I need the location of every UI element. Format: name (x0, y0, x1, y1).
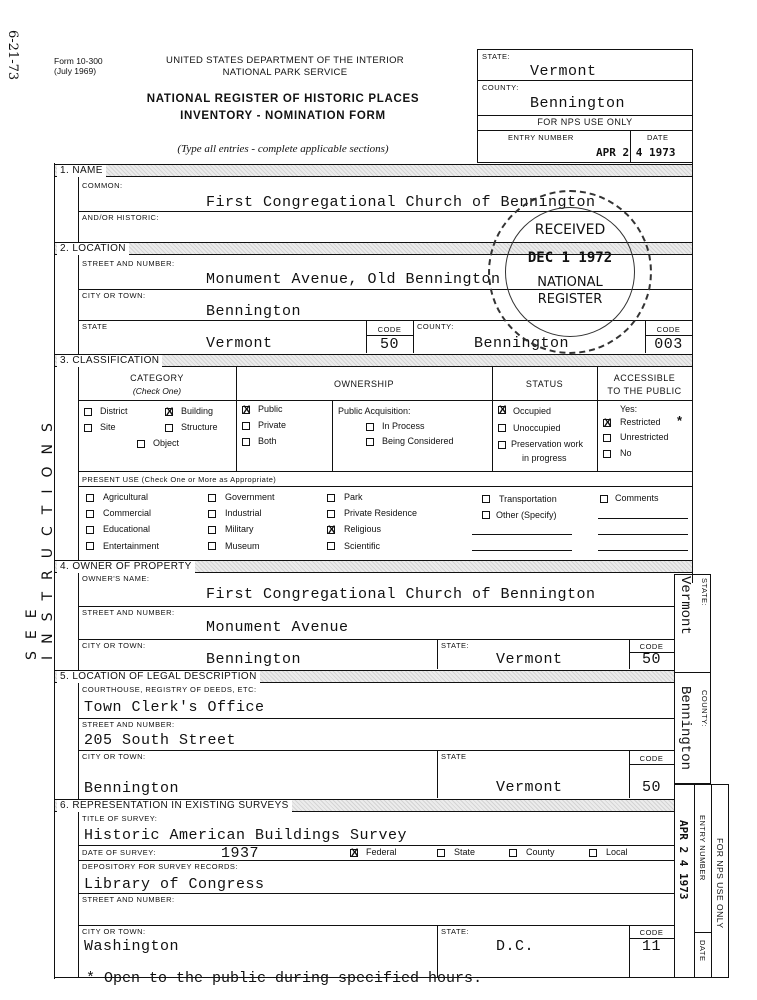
category-subheader: (Check One) (132, 386, 182, 396)
section-4-title: 4. OWNER OF PROPERTY (57, 561, 195, 573)
common-label: COMMON: (82, 181, 123, 190)
depository-state-label: STATE: (441, 927, 470, 936)
legal-street-label: STREET AND NUMBER: (82, 720, 175, 729)
no-label: No (620, 448, 632, 458)
religious-label: Religious (344, 524, 382, 534)
section-5-title: 5. LOCATION OF LEGAL DESCRIPTION (57, 671, 260, 683)
accessible-header-2: TO THE PUBLIC (607, 386, 682, 396)
location-street-value: Monument Avenue, Old Bennington (206, 271, 501, 288)
common-name-value: First Congregational Church of Bennington (206, 194, 596, 211)
owner-state-label: STATE: (441, 641, 470, 650)
owner-name-label: OWNER'S NAME: (82, 574, 150, 583)
restricted-checkbox[interactable]: X (604, 417, 612, 429)
legal-city-value: Bennington (84, 780, 180, 797)
site-checkbox[interactable] (84, 424, 92, 432)
structure-label: Structure (181, 422, 218, 432)
depository-code-label: CODE (639, 928, 664, 937)
location-county-label: COUNTY: (417, 322, 454, 331)
federal-label: Federal (366, 847, 397, 857)
depository-city-value: Washington (84, 938, 180, 955)
owner-state-value: Vermont (496, 651, 563, 668)
county-code-label: CODE (656, 325, 681, 334)
object-label: Object (153, 438, 180, 448)
entry-date-stamp: APR 2 4 1973 (596, 146, 676, 159)
museum-label: Museum (225, 541, 260, 551)
military-label: Military (225, 524, 254, 534)
comments-checkbox[interactable] (600, 495, 608, 503)
entertainment-label: Entertainment (103, 541, 160, 551)
form-date: (July 1969) (54, 66, 97, 76)
location-state-label: STATE (82, 322, 108, 331)
unrestricted-label: Unrestricted (620, 432, 669, 442)
location-code-value: 50 (379, 336, 399, 353)
comments-label: Comments (615, 493, 659, 503)
being-considered-label: Being Considered (382, 436, 454, 446)
county-code-value: 003 (654, 336, 683, 353)
form-number: Form 10-300 (54, 56, 103, 66)
form-subtitle: INVENTORY - NOMINATION FORM (180, 110, 386, 122)
section-1-band (54, 164, 693, 177)
other-checkbox[interactable] (482, 511, 490, 519)
district-label: District (100, 406, 128, 416)
top-state-label: STATE: (482, 52, 511, 61)
military-checkbox[interactable] (208, 526, 216, 534)
stamp-received-text: RECEIVED (534, 222, 606, 238)
other-label: Other (Specify) (496, 510, 557, 520)
location-city-value: Bennington (206, 303, 302, 320)
being-considered-checkbox[interactable] (366, 438, 374, 446)
restricted-asterisk: * (677, 413, 683, 428)
object-checkbox[interactable] (137, 440, 145, 448)
in-process-label: In Process (382, 421, 425, 431)
stamp-date-text: DEC 1 1972 (527, 250, 613, 266)
legal-state-label: STATE (441, 752, 467, 761)
owner-street-value: Monument Avenue (206, 619, 349, 636)
location-county-value: Bennington (474, 335, 570, 352)
district-checkbox[interactable] (84, 408, 92, 416)
religious-checkbox[interactable]: X (328, 524, 336, 536)
government-checkbox[interactable] (208, 494, 216, 502)
owner-code-value: 50 (641, 651, 661, 668)
agricultural-checkbox[interactable] (86, 494, 94, 502)
museum-checkbox[interactable] (208, 542, 216, 550)
depository-state-value: D.C. (496, 938, 535, 955)
legal-code-label: CODE (639, 754, 664, 763)
side-county-value: Bennington (677, 686, 693, 771)
legal-city-label: CITY OR TOWN: (82, 752, 146, 761)
top-county-label: COUNTY: (482, 83, 519, 92)
top-county-value: Bennington (530, 95, 626, 112)
type-instructions: (Type all entries - complete applicable sections) (177, 143, 389, 155)
public-checkbox[interactable]: X (243, 404, 251, 416)
commercial-label: Commercial (103, 508, 152, 518)
location-code-label: CODE (377, 325, 402, 334)
county-survey-checkbox[interactable] (509, 849, 517, 857)
depository-label: DEPOSITORY FOR SURVEY RECORDS: (82, 862, 239, 871)
section-3-band (54, 354, 693, 367)
transportation-label: Transportation (499, 494, 557, 504)
unoccupied-label: Unoccupied (513, 423, 561, 433)
section-6-band (54, 799, 675, 812)
courthouse-label: COURTHOUSE, REGISTRY OF DEEDS, ETC: (82, 685, 257, 694)
depository-value: Library of Congress (84, 876, 265, 893)
legal-street-value: 205 South Street (84, 732, 237, 749)
section-2-title: 2. LOCATION (57, 243, 129, 255)
preservation-label-1: Preservation work (511, 439, 584, 449)
private-label: Private (258, 420, 287, 430)
park-checkbox[interactable] (327, 494, 335, 502)
depository-city-label: CITY OR TOWN: (82, 927, 146, 936)
date-label: DATE (647, 133, 669, 142)
preservation-label-2: in progress (522, 453, 567, 463)
service-name: NATIONAL PARK SERVICE (222, 67, 348, 78)
location-street-label: STREET AND NUMBER: (82, 259, 175, 268)
building-label: Building (181, 406, 214, 416)
survey-date-label: DATE OF SURVEY: (82, 848, 156, 857)
building-checkbox[interactable]: X (166, 406, 174, 418)
industrial-checkbox[interactable] (208, 510, 216, 518)
owner-city-label: CITY OR TOWN: (82, 641, 146, 650)
both-checkbox[interactable] (242, 438, 250, 446)
courthouse-value: Town Clerk's Office (84, 699, 265, 716)
local-survey-label: Local (606, 847, 628, 857)
county-survey-label: County (526, 847, 555, 857)
section-1-title: 1. NAME (57, 165, 106, 177)
form-header (54, 56, 103, 76)
stamp-national-text: NATIONAL (537, 275, 603, 290)
category-header: CATEGORY (130, 373, 184, 383)
site-label: Site (100, 422, 116, 432)
margin-handwritten-date: 6-21-73 (5, 30, 20, 81)
legal-code-value: 50 (641, 779, 661, 796)
accessible-header-1: ACCESSIBLE (613, 373, 676, 383)
private-residence-checkbox[interactable] (327, 510, 335, 518)
depository-code-value: 11 (641, 938, 661, 955)
in-process-checkbox[interactable] (366, 423, 374, 431)
depository-street-label: STREET AND NUMBER: (82, 895, 175, 904)
scientific-checkbox[interactable] (327, 542, 335, 550)
side-entry-number-label: ENTRY NUMBER (698, 815, 707, 881)
educational-label: Educational (103, 524, 151, 534)
preservation-checkbox[interactable] (498, 441, 506, 449)
nps-use-only-label: FOR NPS USE ONLY (537, 117, 633, 127)
park-label: Park (344, 492, 363, 502)
public-acquisition-label: Public Acquisition: (338, 406, 411, 416)
state-survey-checkbox[interactable] (437, 849, 445, 857)
entertainment-checkbox[interactable] (86, 542, 94, 550)
footnote: * Open to the public during specified hours. (86, 970, 483, 987)
unoccupied-checkbox[interactable] (498, 424, 506, 432)
form-title: NATIONAL REGISTER OF HISTORIC PLACES (146, 93, 420, 105)
occupied-checkbox[interactable]: X (499, 404, 507, 416)
transportation-checkbox[interactable] (482, 495, 490, 503)
side-state-value: Vermont (677, 576, 693, 635)
section-5-band (54, 670, 675, 683)
side-entry-date-stamp: APR 2 4 1973 (677, 820, 690, 900)
survey-title-value: Historic American Buildings Survey (84, 827, 408, 844)
public-label: Public (258, 404, 283, 414)
survey-title-label: TITLE OF SURVEY: (82, 814, 158, 823)
historic-label: AND/OR HISTORIC: (82, 213, 160, 222)
status-header: STATUS (525, 379, 564, 389)
educational-checkbox[interactable] (86, 526, 94, 534)
location-state-value: Vermont (206, 335, 273, 352)
survey-date-value: 1937 (221, 845, 260, 862)
section-6-title: 6. REPRESENTATION IN EXISTING SURVEYS (57, 800, 292, 812)
restricted-label: Restricted (620, 417, 661, 427)
state-survey-label: State (454, 847, 476, 857)
stamp-register-text: REGISTER (537, 292, 603, 307)
private-checkbox[interactable] (242, 422, 250, 430)
side-nps-use-label: FOR NPS USE ONLY (715, 838, 725, 929)
no-checkbox[interactable] (603, 450, 611, 458)
industrial-label: Industrial (225, 508, 262, 518)
legal-state-value: Vermont (496, 779, 563, 796)
private-residence-label: Private Residence (344, 508, 418, 518)
department-name: UNITED STATES DEPARTMENT OF THE INTERIOR (166, 55, 404, 66)
structure-checkbox[interactable] (165, 424, 173, 432)
owner-city-value: Bennington (206, 651, 302, 668)
entry-number-label: ENTRY NUMBER (508, 133, 574, 142)
scientific-label: Scientific (344, 541, 381, 551)
government-label: Government (225, 492, 275, 502)
owner-code-label: CODE (639, 642, 664, 651)
side-county-label: COUNTY: (700, 690, 709, 727)
side-date-label: DATE (698, 940, 707, 962)
top-state-value: Vermont (530, 63, 597, 80)
location-city-label: CITY OR TOWN: (82, 291, 146, 300)
owner-name-value: First Congregational Church of Bennington (206, 586, 596, 603)
ownership-header: OWNERSHIP (333, 379, 394, 389)
section-4-band (54, 560, 693, 573)
commercial-checkbox[interactable] (86, 510, 94, 518)
agricultural-label: Agricultural (103, 492, 149, 502)
both-label: Both (258, 436, 277, 446)
owner-street-label: STREET AND NUMBER: (82, 608, 175, 617)
federal-checkbox[interactable]: X (351, 847, 359, 859)
occupied-label: Occupied (513, 406, 552, 416)
side-state-label: STATE: (700, 578, 709, 607)
section-3-title: 3. CLASSIFICATION (57, 355, 162, 367)
present-use-label: PRESENT USE (Check One or More as Appropriate) (82, 475, 277, 484)
see-instructions-label: SEE INSTRUCTIONS (24, 411, 56, 660)
unrestricted-checkbox[interactable] (603, 434, 611, 442)
local-survey-checkbox[interactable] (589, 849, 597, 857)
yes-label: Yes: (620, 404, 638, 414)
